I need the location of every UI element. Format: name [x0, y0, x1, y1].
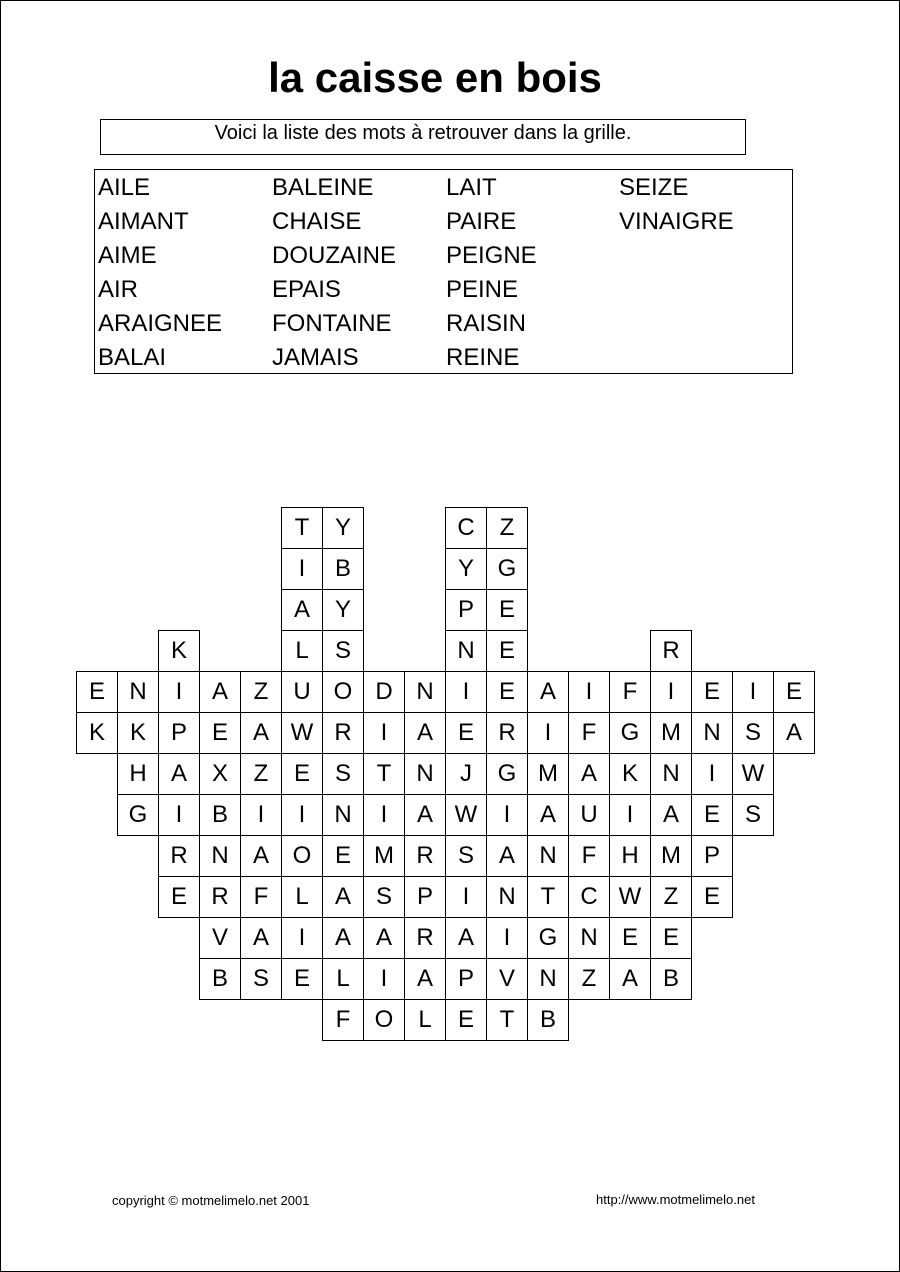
grid-cell: R: [486, 712, 528, 754]
grid-cell: L: [322, 958, 364, 1000]
grid-cell: K: [158, 630, 200, 672]
grid-cell: I: [281, 917, 323, 959]
grid-cell: A: [240, 917, 282, 959]
grid-cell: R: [158, 835, 200, 877]
grid-cell: W: [732, 753, 774, 795]
grid-cell: A: [281, 589, 323, 631]
grid-cell: N: [691, 712, 733, 754]
grid-cell: S: [445, 835, 487, 877]
grid-cell: A: [527, 794, 569, 836]
word-list-item: EPAIS: [272, 276, 341, 303]
grid-cell: N: [568, 917, 610, 959]
grid-cell: Y: [322, 589, 364, 631]
grid-cell: F: [568, 835, 610, 877]
grid-cell: O: [363, 999, 405, 1041]
grid-cell: N: [117, 671, 159, 713]
grid-cell: C: [445, 507, 487, 549]
grid-cell: W: [609, 876, 651, 918]
grid-cell: X: [199, 753, 241, 795]
grid-cell: T: [486, 999, 528, 1041]
grid-cell: V: [199, 917, 241, 959]
grid-cell: B: [199, 794, 241, 836]
grid-cell: F: [322, 999, 364, 1041]
grid-cell: A: [527, 671, 569, 713]
grid-cell: Z: [568, 958, 610, 1000]
grid-cell: L: [281, 630, 323, 672]
grid-cell: U: [568, 794, 610, 836]
grid-cell: N: [527, 958, 569, 1000]
grid-cell: E: [691, 794, 733, 836]
footer-url: http://www.motmelimelo.net: [596, 1192, 755, 1207]
grid-cell: E: [445, 712, 487, 754]
grid-cell: M: [650, 835, 692, 877]
grid-cell: C: [568, 876, 610, 918]
grid-cell: U: [281, 671, 323, 713]
grid-cell: N: [445, 630, 487, 672]
grid-cell: A: [322, 917, 364, 959]
grid-cell: A: [158, 753, 200, 795]
grid-cell: R: [199, 876, 241, 918]
grid-cell: I: [158, 794, 200, 836]
grid-cell: H: [609, 835, 651, 877]
grid-cell: M: [650, 712, 692, 754]
grid-cell: B: [199, 958, 241, 1000]
grid-cell: B: [650, 958, 692, 1000]
instruction-box: Voici la liste des mots à retrouver dans la grille.: [100, 119, 746, 155]
grid-cell: N: [650, 753, 692, 795]
grid-cell: P: [404, 876, 446, 918]
grid-cell: I: [281, 794, 323, 836]
grid-cell: E: [158, 876, 200, 918]
copyright-text: copyright © motmelimelo.net 2001: [112, 1193, 310, 1208]
grid-cell: E: [773, 671, 815, 713]
grid-cell: O: [281, 835, 323, 877]
grid-cell: I: [486, 794, 528, 836]
grid-cell: K: [76, 712, 118, 754]
grid-cell: O: [322, 671, 364, 713]
grid-cell: P: [445, 958, 487, 1000]
grid-cell: I: [240, 794, 282, 836]
grid-cell: I: [445, 671, 487, 713]
grid-cell: R: [322, 712, 364, 754]
grid-cell: D: [363, 671, 405, 713]
grid-cell: E: [322, 835, 364, 877]
grid-cell: G: [527, 917, 569, 959]
word-list: [94, 169, 793, 374]
grid-cell: E: [281, 958, 323, 1000]
grid-cell: A: [404, 712, 446, 754]
grid-cell: A: [199, 671, 241, 713]
grid-cell: W: [445, 794, 487, 836]
page-title: la caisse en bois: [268, 54, 602, 101]
grid-cell: Z: [240, 671, 282, 713]
grid-cell: I: [650, 671, 692, 713]
grid-cell: H: [117, 753, 159, 795]
grid-cell: E: [445, 999, 487, 1041]
grid-cell: A: [445, 917, 487, 959]
grid-cell: I: [691, 753, 733, 795]
grid-cell: E: [486, 630, 528, 672]
grid-cell: I: [568, 671, 610, 713]
word-list-item: VINAIGRE: [619, 208, 734, 235]
grid-cell: G: [117, 794, 159, 836]
grid-cell: I: [732, 671, 774, 713]
grid-cell: R: [404, 835, 446, 877]
grid-cell: I: [363, 794, 405, 836]
grid-cell: J: [445, 753, 487, 795]
word-list-item: RAISIN: [446, 310, 527, 337]
word-list-item: SEIZE: [619, 174, 689, 201]
grid-cell: E: [691, 671, 733, 713]
grid-cell: A: [240, 712, 282, 754]
grid-cell: M: [527, 753, 569, 795]
grid-cell: I: [609, 794, 651, 836]
grid-cell: A: [650, 794, 692, 836]
grid-cell: R: [650, 630, 692, 672]
word-list-item: REINE: [446, 344, 520, 371]
word-list-item: CHAISE: [272, 208, 362, 235]
grid-cell: N: [527, 835, 569, 877]
grid-cell: G: [486, 548, 528, 590]
grid-cell: N: [322, 794, 364, 836]
grid-cell: G: [486, 753, 528, 795]
grid-cell: I: [363, 958, 405, 1000]
grid-cell: A: [773, 712, 815, 754]
grid-cell: T: [527, 876, 569, 918]
grid-cell: S: [732, 794, 774, 836]
grid-cell: P: [445, 589, 487, 631]
grid-cell: I: [445, 876, 487, 918]
word-list-item: BALEINE: [272, 174, 374, 201]
grid-cell: T: [281, 507, 323, 549]
grid-cell: T: [363, 753, 405, 795]
grid-cell: I: [363, 712, 405, 754]
grid-cell: A: [322, 876, 364, 918]
grid-cell: S: [322, 753, 364, 795]
grid-cell: S: [322, 630, 364, 672]
word-list-item: DOUZAINE: [272, 242, 397, 269]
grid-cell: E: [76, 671, 118, 713]
grid-cell: G: [609, 712, 651, 754]
grid-cell: A: [486, 835, 528, 877]
grid-cell: E: [199, 712, 241, 754]
word-list-item: PEIGNE: [446, 242, 537, 269]
grid-cell: I: [281, 548, 323, 590]
word-list-item: AIME: [98, 242, 157, 269]
grid-cell: I: [158, 671, 200, 713]
grid-cell: E: [486, 671, 528, 713]
grid-cell: B: [322, 548, 364, 590]
grid-cell: N: [486, 876, 528, 918]
word-list-item: AIMANT: [98, 208, 189, 235]
grid-cell: L: [281, 876, 323, 918]
grid-cell: S: [240, 958, 282, 1000]
grid-cell: B: [527, 999, 569, 1041]
word-list-item: BALAI: [98, 344, 167, 371]
grid-cell: M: [363, 835, 405, 877]
grid-cell: K: [117, 712, 159, 754]
grid-cell: K: [609, 753, 651, 795]
word-list-item: AILE: [98, 174, 151, 201]
grid-cell: N: [199, 835, 241, 877]
grid-cell: Y: [322, 507, 364, 549]
grid-cell: A: [404, 794, 446, 836]
grid-cell: S: [363, 876, 405, 918]
grid-cell: V: [486, 958, 528, 1000]
grid-cell: N: [404, 753, 446, 795]
grid-cell: P: [158, 712, 200, 754]
grid-cell: F: [240, 876, 282, 918]
grid-cell: F: [568, 712, 610, 754]
grid-cell: A: [363, 917, 405, 959]
grid-cell: R: [404, 917, 446, 959]
grid-cell: Z: [240, 753, 282, 795]
word-list-item: LAIT: [446, 174, 497, 201]
grid-cell: A: [240, 835, 282, 877]
grid-cell: E: [486, 589, 528, 631]
grid-cell: Z: [486, 507, 528, 549]
grid-cell: N: [404, 671, 446, 713]
grid-cell: S: [732, 712, 774, 754]
grid-cell: A: [568, 753, 610, 795]
word-list-item: ARAIGNEE: [98, 310, 223, 337]
grid-cell: E: [650, 917, 692, 959]
grid-cell: A: [404, 958, 446, 1000]
word-list-item: PAIRE: [446, 208, 517, 235]
grid-cell: P: [691, 835, 733, 877]
grid-cell: I: [486, 917, 528, 959]
grid-cell: Y: [445, 548, 487, 590]
grid-cell: A: [609, 958, 651, 1000]
word-list-item: FONTAINE: [272, 310, 392, 337]
word-list-item: AIR: [98, 276, 139, 303]
grid-cell: E: [609, 917, 651, 959]
grid-cell: I: [527, 712, 569, 754]
grid-cell: E: [691, 876, 733, 918]
grid-cell: F: [609, 671, 651, 713]
grid-cell: Z: [650, 876, 692, 918]
word-list-item: PEINE: [446, 276, 519, 303]
grid-cell: L: [404, 999, 446, 1041]
grid-cell: W: [281, 712, 323, 754]
word-list-item: JAMAIS: [272, 344, 359, 371]
grid-cell: E: [281, 753, 323, 795]
